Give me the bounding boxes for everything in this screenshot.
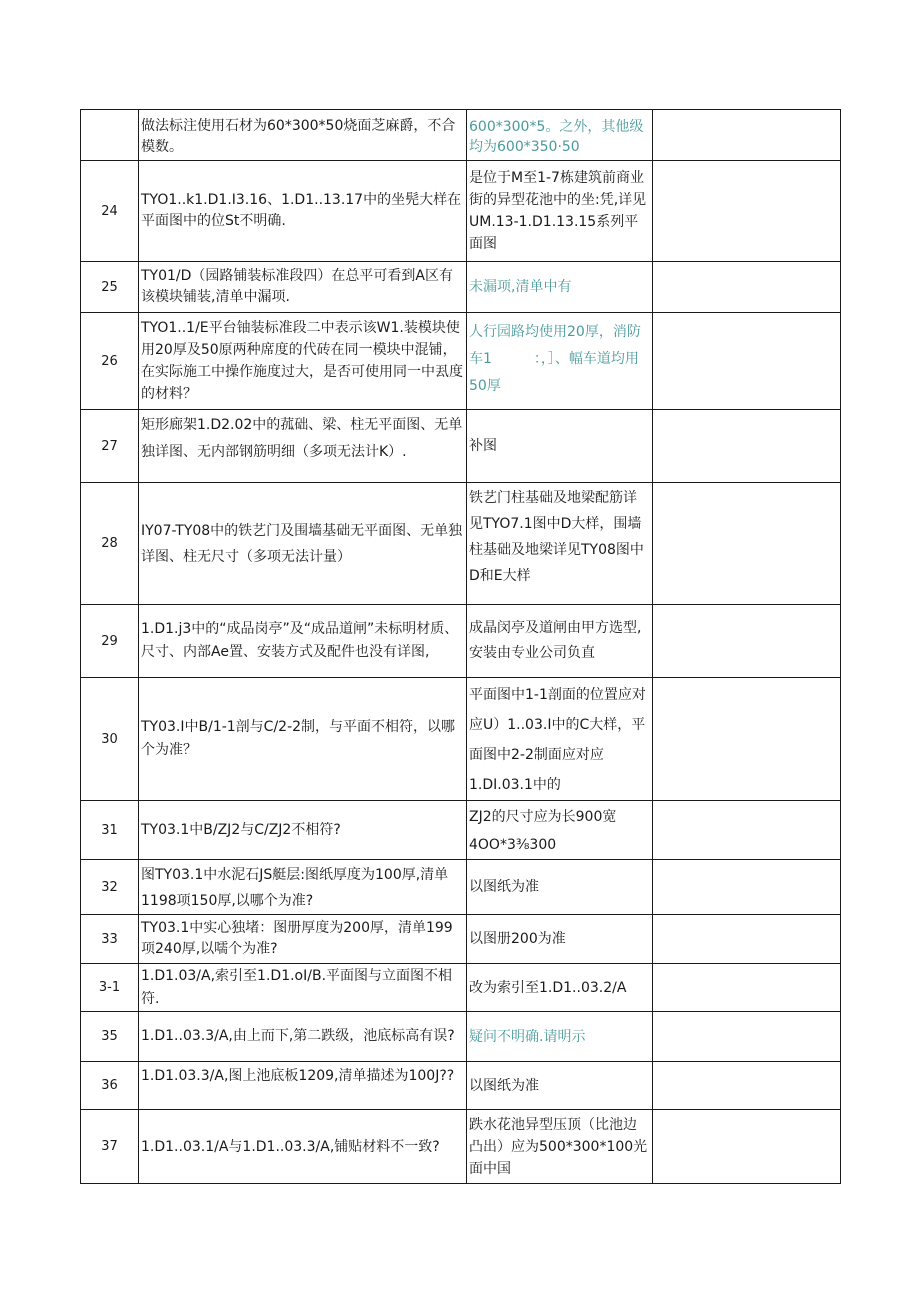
question-cell: IY07-TY08中的铁艺门及围墙基础无平面图、无单独详图、柱无尺寸（多项无法计量） (139, 483, 467, 605)
row-number: 28 (81, 483, 139, 605)
remark-cell (653, 964, 841, 1012)
qa-table (80, 109, 841, 1184)
answer-cell: 补图 (467, 410, 653, 483)
row-number: 3-1 (81, 964, 139, 1012)
table-row (81, 1062, 841, 1110)
row-number: 26 (81, 313, 139, 410)
table-row (81, 860, 841, 915)
table-row (81, 410, 841, 483)
table-row (81, 313, 841, 410)
question-cell: 1.D1.03/A,索引至1.D1.oI/B.平面图与立面图不相符. (139, 964, 467, 1012)
row-number: 27 (81, 410, 139, 483)
remark-cell (653, 1062, 841, 1110)
remark-cell (653, 313, 841, 410)
answer-cell: 跌水花池异型压顶（比池边凸出）应为500*300*100光面中国 (467, 1110, 653, 1184)
row-number: 24 (81, 161, 139, 262)
table-row (81, 605, 841, 678)
row-number: 29 (81, 605, 139, 678)
remark-cell (653, 801, 841, 860)
remark-cell (653, 1110, 841, 1184)
remark-cell (653, 161, 841, 262)
table-row (81, 161, 841, 262)
question-cell: 1.D1..03.1/A与1.D1..03.3/A,铺贴材料不一致? (139, 1110, 467, 1184)
remark-cell (653, 110, 841, 161)
row-number (81, 110, 139, 161)
question-cell: 做法标注使用石材为60*300*50烧面芝麻爵，不合模数。 (139, 110, 467, 161)
table-row (81, 1110, 841, 1184)
question-cell: TYO1..k1.D1.I3.16、1.D1..13.17中的坐髡大样在平面图中的位St不明确. (139, 161, 467, 262)
table-row (81, 964, 841, 1012)
remark-cell (653, 605, 841, 678)
question-cell: 矩形廊架1.D2.02中的菰础、梁、柱无平面图、无单独详图、无内部钢筋明细（多项无法计K）. (139, 410, 467, 483)
table-row (81, 678, 841, 801)
table-row (81, 915, 841, 964)
remark-cell (653, 262, 841, 313)
remark-cell (653, 678, 841, 801)
table-row (81, 110, 841, 161)
answer-cell: 平面图中1-1剖面的位置应对应U）1..03.I中的C大样，平面图中2-2制面应对应1.DI.03.1中的 (467, 678, 653, 801)
question-cell: 1.D1.03.3/A,图上池底板1209,清单描述为100J?? (139, 1062, 467, 1110)
answer-cell: ZJ2的尺寸应为长900宽4OO*3⅜300 (467, 801, 653, 860)
answer-cell: 未漏项,清单中有 (467, 262, 653, 313)
answer-cell: 600*300*5。之外，其他级均为600*350·50 (467, 110, 653, 161)
row-number: 33 (81, 915, 139, 964)
row-number: 30 (81, 678, 139, 801)
table-row (81, 801, 841, 860)
answer-cell: 成晶闵亭及道闸由甲方选型,安装由专业公司负直 (467, 605, 653, 678)
answer-cell: 以图纸为准 (467, 1062, 653, 1110)
answer-cell: 疑问不明确.请明示 (467, 1012, 653, 1062)
answer-cell: 改为索引至1.D1..03.2/A (467, 964, 653, 1012)
question-cell: 图TY03.1中水泥石JS艇层:图纸厚度为100厚,清单1198项150厚,以哪个为准? (139, 860, 467, 915)
question-cell: 1.D1.j3中的“成品岗亭”及“成品道闸”未标明材质、尺寸、内部Ae置、安装方式及配件也没有详图, (139, 605, 467, 678)
remark-cell (653, 410, 841, 483)
row-number: 32 (81, 860, 139, 915)
remark-cell (653, 915, 841, 964)
question-cell: TY01/D（园路铺装标准段四）在总平可看到A区有该模块铺装,清单中漏项. (139, 262, 467, 313)
remark-cell (653, 860, 841, 915)
row-number: 36 (81, 1062, 139, 1110)
question-cell: TY03.1中B/ZJ2与C/ZJ2不相符? (139, 801, 467, 860)
answer-cell: 铁艺门柱基础及地梁配筋详见TYO7.1图中D大样，围墙柱基础及地梁详见TY08图中D和E大样 (467, 483, 653, 605)
answer-cell: 以图纸为准 (467, 860, 653, 915)
answer-cell: 以图册200为准 (467, 915, 653, 964)
table-row (81, 1012, 841, 1062)
row-number: 31 (81, 801, 139, 860)
table-row (81, 262, 841, 313)
remark-cell (653, 483, 841, 605)
row-number: 25 (81, 262, 139, 313)
row-number: 37 (81, 1110, 139, 1184)
question-cell: TY03.1中实心独堵：图册厚度为200厚，清单199项240厚,以嚅个为准? (139, 915, 467, 964)
answer-cell: 人行园路均使用20厚，消防车1 ：，］、幅车道均用50厚 (467, 313, 653, 410)
question-cell: TY03.I中B/1-1剖与C/2-2制，与平面不相符，以哪个为准？ (139, 678, 467, 801)
answer-cell: 是位于M至1-7栋建筑前商业街的异型花池中的坐:凭,详见UM.13-1.D1.13.15系列平面图 (467, 161, 653, 262)
question-cell: TYO1..1/E平台铀装标准段二中表示该W1.装模块使用20厚及50原两种席度的代砖在同一模块中混铺，在实际施工中操作施度过大，是否可使用同一中厾度的材料？ (139, 313, 467, 410)
question-cell: 1.D1..03.3/A,由上而下,第二跌级，池底标高有误? (139, 1012, 467, 1062)
table-row (81, 483, 841, 605)
remark-cell (653, 1012, 841, 1062)
row-number: 35 (81, 1012, 139, 1062)
